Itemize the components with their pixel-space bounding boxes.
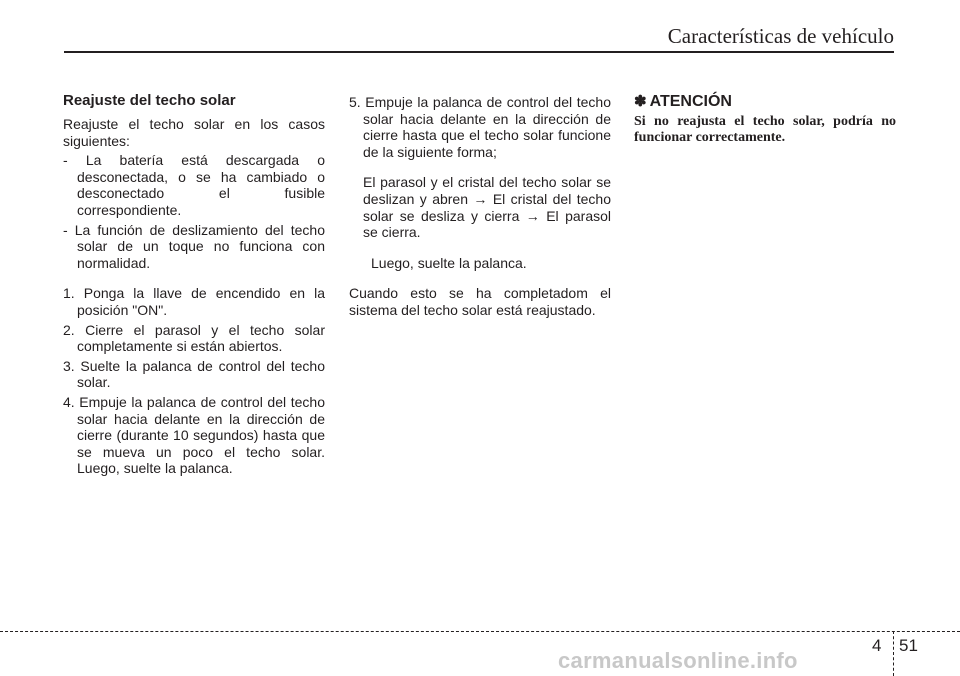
step-item: 4. Empuje la palanca de control del techo solar hacia delante en la dirección de cierre (durante 10 segundos) hasta que se mueva un poco el techo solar. Luego, suelte la palanca. bbox=[63, 393, 325, 477]
attention-heading bbox=[634, 92, 896, 112]
attention-text: Si no reajusta el techo solar, podría no funcionar correctamente. bbox=[634, 114, 896, 145]
section-heading: Reajuste del techo solar bbox=[63, 92, 236, 109]
footer-rule bbox=[0, 631, 960, 632]
step-item: 3. Suelte la palanca de control del techo solar. bbox=[63, 357, 325, 391]
page-number: 51 bbox=[899, 636, 918, 655]
bullet-item: - La batería está descargada o desconectada, o se ha cambiado o desconectado el fusible correspondiente. bbox=[63, 152, 325, 218]
conclusion-paragraph: Cuando esto se ha completadom el sistema del techo solar está reajustado. bbox=[349, 285, 611, 318]
step-item: 2. Cierre el parasol y el techo solar completamente si están abiertos. bbox=[63, 321, 325, 355]
sequence-paragraph: El parasol y el cristal del techo solar se deslizan y abren → El cristal del techo solar se desliza y cierra → El parasol se cierra. bbox=[363, 174, 611, 241]
attention-heading-label: ATENCIÓN bbox=[649, 93, 732, 110]
chapter-header-title: Características de vehículo bbox=[667, 24, 894, 48]
column-left bbox=[63, 92, 325, 477]
footer-divider bbox=[893, 631, 894, 676]
header-rule bbox=[64, 51, 894, 53]
bullet-item: - La función de deslizamiento del techo solar de un toque no funciona con normalidad. bbox=[63, 221, 325, 271]
column-middle bbox=[349, 92, 611, 319]
intro-paragraph: Reajuste el techo solar en los casos siguientes: bbox=[63, 116, 325, 149]
watermark: carmanualsonline.info bbox=[558, 648, 798, 673]
chapter-number: 4 bbox=[872, 636, 882, 655]
step-item: 5. Empuje la palanca de control del techo solar hacia delante en la dirección de cierre hasta que el techo solar funcione de la siguiente forma; bbox=[349, 94, 611, 160]
column-right bbox=[634, 92, 896, 146]
attention-star-icon: ✽ bbox=[634, 93, 647, 110]
release-line: Luego, suelte la palanca. bbox=[371, 254, 527, 271]
step-item: 1. Ponga la llave de encendido en la posición "ON". bbox=[63, 285, 325, 318]
